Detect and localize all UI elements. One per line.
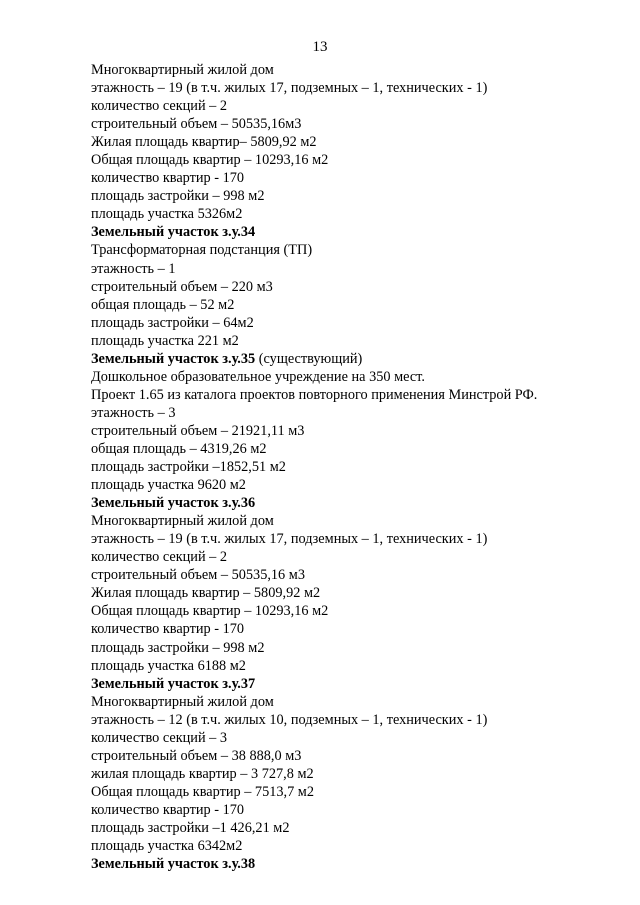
text-line: площадь застройки – 64м2	[91, 314, 254, 331]
text-line: строительный объем – 50535,16 м3	[91, 567, 305, 584]
text-line: общая площадь – 52 м2	[91, 296, 235, 313]
text-line: этажность – 19 (в т.ч. жилых 17, подземных – 1, технических - 1)	[91, 80, 488, 97]
text-line: Многоквартирный жилой дом	[91, 693, 274, 710]
text-line: этажность – 12 (в т.ч. жилых 10, подземных – 1, технических - 1)	[91, 711, 488, 728]
text-line: площадь застройки –1852,51 м2	[91, 459, 286, 476]
text-line: количество квартир - 170	[91, 801, 245, 818]
text-line: Жилая площадь квартир – 5809,92 м2	[91, 585, 321, 602]
text-line: количество секций – 2	[91, 98, 228, 115]
text-line: Общая площадь квартир – 10293,16 м2	[91, 152, 329, 169]
text-line: площадь застройки – 998 м2	[91, 188, 265, 205]
text-line: Общая площадь квартир – 7513,7 м2	[91, 783, 315, 800]
text-line: строительный объем – 220 м3	[91, 278, 273, 295]
text-line: площадь участка 6188 м2	[91, 657, 246, 674]
text-line: площадь участка 9620 м2	[91, 477, 246, 494]
text-line: этажность – 3	[91, 404, 176, 421]
text-line: площадь участка 221 м2	[91, 332, 239, 349]
document-body	[91, 61, 621, 873]
section-heading	[91, 675, 621, 693]
text-line: Общая площадь квартир – 10293,16 м2	[91, 603, 329, 620]
section-heading-label: Земельный участок з.у.35	[91, 350, 256, 367]
section-heading-label: Земельный участок з.у.38	[91, 856, 256, 873]
text-line: количество секций – 3	[91, 729, 228, 746]
section-heading	[91, 855, 621, 873]
text-line: этажность – 19 (в т.ч. жилых 17, подземных – 1, технических - 1)	[91, 531, 488, 548]
text-line: строительный объем – 21921,11 м3	[91, 422, 305, 439]
section-heading	[91, 494, 621, 512]
text-line: Многоквартирный жилой дом	[91, 513, 274, 530]
text-line: строительный объем – 50535,16м3	[91, 116, 302, 133]
text-line: Жилая площадь квартир– 5809,92 м2	[91, 134, 317, 151]
text-line: площадь участка 6342м2	[91, 838, 243, 855]
text-line: Многоквартирный жилой дом	[91, 62, 274, 78]
text-line: количество квартир - 170	[91, 621, 245, 638]
text-line: площадь застройки – 998 м2	[91, 639, 265, 656]
text-line: общая площадь – 4319,26 м2	[91, 440, 267, 457]
section-heading-label: Земельный участок з.у.36	[91, 495, 256, 512]
text-line: Проект 1.65 из каталога проектов повторного применения Минстрой РФ.	[91, 386, 538, 403]
text-line: площадь застройки –1 426,21 м2	[91, 819, 290, 836]
text-line: жилая площадь квартир – 3 727,8 м2	[91, 765, 314, 782]
text-line: площадь участка 5326м2	[91, 206, 243, 223]
section-heading-label: Земельный участок з.у.34	[91, 224, 256, 241]
text-line: Трансформаторная подстанция (ТП)	[91, 242, 313, 259]
text-line: строительный объем – 38 888,0 м3	[91, 747, 302, 764]
text-line: количество секций – 2	[91, 549, 228, 566]
text-line: количество квартир - 170	[91, 170, 245, 187]
text-line: Дошкольное образовательное учреждение на 350 мест.	[91, 368, 425, 385]
page-number: 13	[312, 39, 328, 55]
section-heading	[91, 223, 621, 241]
section-heading-note: (существующий)	[255, 350, 363, 367]
text-line: этажность – 1	[91, 260, 176, 277]
section-heading	[91, 350, 621, 368]
section-heading-label: Земельный участок з.у.37	[91, 675, 256, 692]
